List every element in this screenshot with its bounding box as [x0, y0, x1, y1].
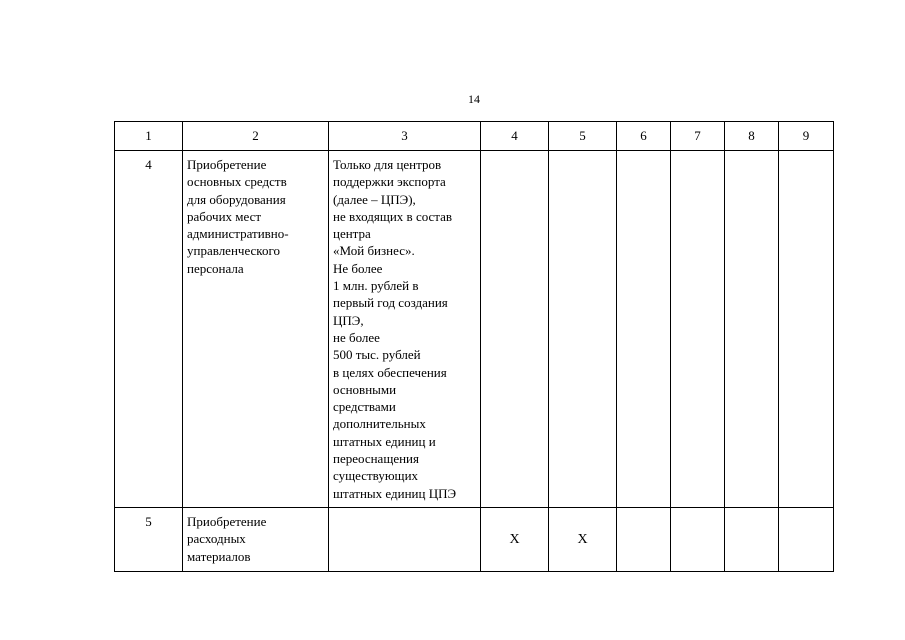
condition-cell: [329, 151, 481, 508]
table-cell: [549, 151, 617, 508]
condition-cell: [329, 508, 481, 572]
expense-name-line: расходных: [187, 531, 246, 547]
table-cell: [617, 508, 671, 572]
condition-line: 1 млн. рублей в: [333, 278, 419, 294]
column-header: 4: [481, 122, 549, 151]
expense-name-line: основных средств: [187, 174, 287, 190]
table-row: [115, 508, 834, 572]
condition-line: средствами: [333, 399, 396, 415]
condition-line: поддержки экспорта: [333, 174, 446, 190]
expense-name-cell: [183, 151, 329, 508]
row-number: 5: [115, 508, 183, 572]
expense-name-line: рабочих мест: [187, 208, 262, 224]
table-cell: [481, 151, 549, 508]
column-header: 1: [115, 122, 183, 151]
column-header: 7: [671, 122, 725, 151]
condition-line: 500 тыс. рублей: [333, 347, 421, 363]
condition-line: дополнительных: [333, 416, 426, 432]
condition-line: первый год создания: [333, 295, 448, 311]
condition-line: не входящих в состав: [333, 208, 453, 224]
mark-x: X: [481, 508, 549, 572]
expense-name-line: Приобретение: [187, 157, 267, 172]
column-header: 9: [779, 122, 834, 151]
expense-name-line: административно-: [187, 226, 289, 242]
condition-line: штатных единиц ЦПЭ: [333, 485, 457, 501]
expense-name-line: для оборудования: [187, 191, 286, 207]
condition-line: штатных единиц и: [333, 433, 436, 449]
condition-line: (далее – ЦПЭ),: [333, 191, 416, 207]
mark-x: X: [549, 508, 617, 572]
table-cell: [725, 151, 779, 508]
document-table: [114, 121, 834, 572]
table-cell: [779, 151, 834, 508]
condition-line: ЦПЭ,: [333, 312, 364, 328]
page-number: 14: [468, 92, 480, 106]
table-cell: [617, 151, 671, 508]
expense-name-cell: [183, 508, 329, 572]
expense-name-line: персонала: [187, 260, 244, 276]
condition-line: основными: [333, 381, 397, 397]
column-header: 5: [549, 122, 617, 151]
table-cell: [671, 151, 725, 508]
expense-name-line: материалов: [187, 548, 251, 564]
column-header: 2: [183, 122, 329, 151]
condition-line: не более: [333, 329, 380, 345]
condition-line: переоснащения: [333, 451, 419, 467]
column-header: 3: [329, 122, 481, 151]
condition-line: «Мой бизнес».: [333, 243, 415, 259]
condition-line: центра: [333, 226, 371, 242]
table-cell: [671, 508, 725, 572]
expense-name-line: Приобретение: [187, 514, 267, 529]
column-header: 8: [725, 122, 779, 151]
condition-line: существующих: [333, 468, 419, 484]
table-row: [115, 151, 834, 508]
condition-line: Только для центров: [333, 157, 442, 172]
table-cell: [725, 508, 779, 572]
header-row: [115, 122, 834, 151]
row-number: 4: [115, 151, 183, 508]
table-cell: [779, 508, 834, 572]
condition-line: Не более: [333, 260, 383, 276]
condition-line: в целях обеспечения: [333, 364, 447, 380]
column-header: 6: [617, 122, 671, 151]
expense-name-line: управленческого: [187, 243, 280, 259]
